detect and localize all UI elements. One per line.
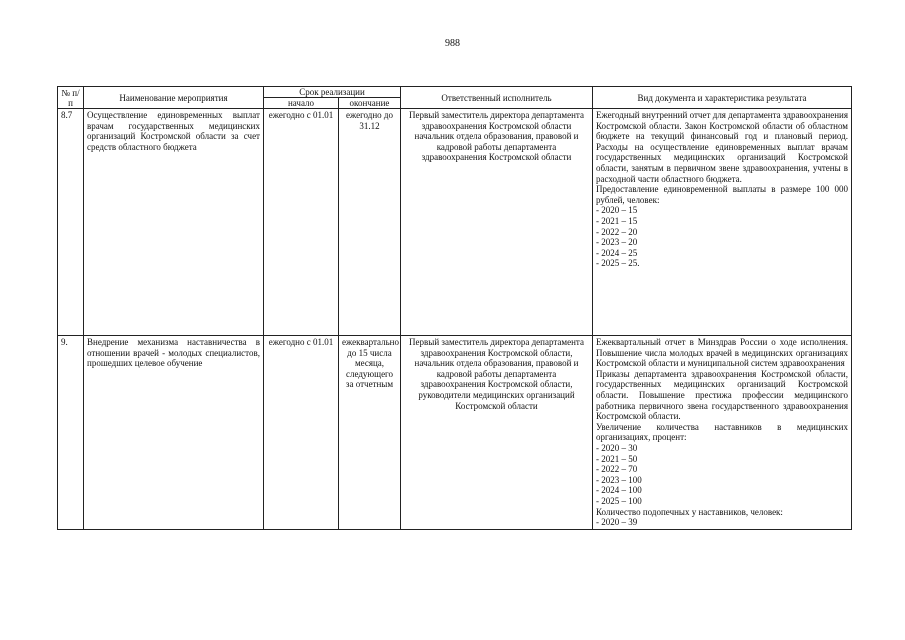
result-list-item: - 2025 – 25. (596, 258, 640, 269)
result-list-item: - 2024 – 100 (596, 485, 642, 496)
header-num: № п/п (58, 87, 84, 109)
row-num: 9. (58, 336, 84, 530)
result-list-item: - 2022 – 20 (596, 226, 638, 237)
responsible-line: руководители медицинских организаций Костромской области (418, 389, 575, 411)
page-number: 988 (445, 38, 460, 49)
result-list-item: - 2022 – 70 (596, 464, 638, 475)
result-list-item: - 2023 – 100 (596, 474, 642, 485)
row-responsible (401, 336, 593, 530)
row-name: Внедрение механизма наставничества в отношении врачей - молодых специалистов, прошедших целевое обучение (84, 336, 264, 530)
result-paragraph: Количество подопечных у наставников, человек: (596, 506, 783, 517)
table-row (58, 336, 852, 530)
responsible-line: начальник отдела образования, правовой и кадровой работы департамента здравоохранения Костромской области, (414, 358, 579, 390)
result-list-item: - 2025 – 100 (596, 495, 642, 506)
row-result (593, 336, 852, 530)
row-start: ежегодно с 01.01 (264, 109, 339, 336)
responsible-line: начальник отдела образования, правовой и кадровой работы департамента здравоохранения Костромской области (414, 131, 579, 163)
result-list-item: - 2020 – 39 (596, 517, 638, 528)
row-responsible (401, 109, 593, 336)
header-start: начало (264, 98, 339, 109)
result-paragraph: Предоставление единовременной выплаты в размере 100 000 рублей, человек: (596, 184, 848, 205)
result-list-item: - 2020 – 30 (596, 442, 638, 453)
row-name: Осуществление единовременных выплат врачам государственных медицинских организаций Костромской области за счет средств областного бюджета (84, 109, 264, 336)
table-row (58, 109, 852, 336)
result-paragraph: Приказы департамента здравоохранения Костромской области, государственных медицинских организаций Костромской области. Повышение престижа профессии медицинского работника первичного звена государственного здравоохранения Костромской области. (596, 368, 848, 422)
result-list-item: - 2021 – 15 (596, 215, 638, 226)
header-responsible: Ответственный исполнитель (401, 87, 593, 109)
row-num: 8.7 (58, 109, 84, 336)
row-end: ежеквартально до 15 числа месяца, следующего за отчетным (339, 336, 401, 530)
header-end: окончание (339, 98, 401, 109)
row-end: ежегодно до 31.12 (339, 109, 401, 336)
result-list-item: - 2024 – 25 (596, 247, 638, 258)
result-paragraph: Увеличение количества наставников в медицинских организациях, процент: (596, 421, 848, 443)
result-list-item: - 2021 – 50 (596, 453, 638, 464)
result-list-item: - 2023 – 20 (596, 237, 638, 248)
result-list-item: - 2020 – 15 (596, 205, 638, 216)
row-start: ежегодно с 01.01 (264, 336, 339, 530)
header-period: Срок реализации (264, 87, 401, 98)
header-result: Вид документа и характеристика результата (593, 87, 852, 109)
header-name: Наименование мероприятия (84, 87, 264, 109)
result-paragraph: Ежегодный внутренний отчет для департамента здравоохранения Костромской области. Закон Костромской области об областном бюджете на текущий финансовый год и плановый период. Расходы на осуществление единовременных выплат врачам государственных медицинских организаций Костромской области, занятым в первичном звене здравоохранения, учтены в расходной части областного бюджета. (596, 110, 848, 184)
result-paragraph: Ежеквартальный отчет в Минздрав России о ходе исполнения. Повышение числа молодых врачей в медицинских организациях Костромской области и муниципальной систем здравоохранения (596, 337, 848, 369)
responsible-line: Первый заместитель директора департамента здравоохранения Костромской области, (409, 337, 584, 358)
row-result (593, 109, 852, 336)
responsible-line: Первый заместитель директора департамента здравоохранения Костромской области (409, 110, 584, 131)
header-row (58, 87, 852, 98)
measures-table (57, 86, 852, 530)
